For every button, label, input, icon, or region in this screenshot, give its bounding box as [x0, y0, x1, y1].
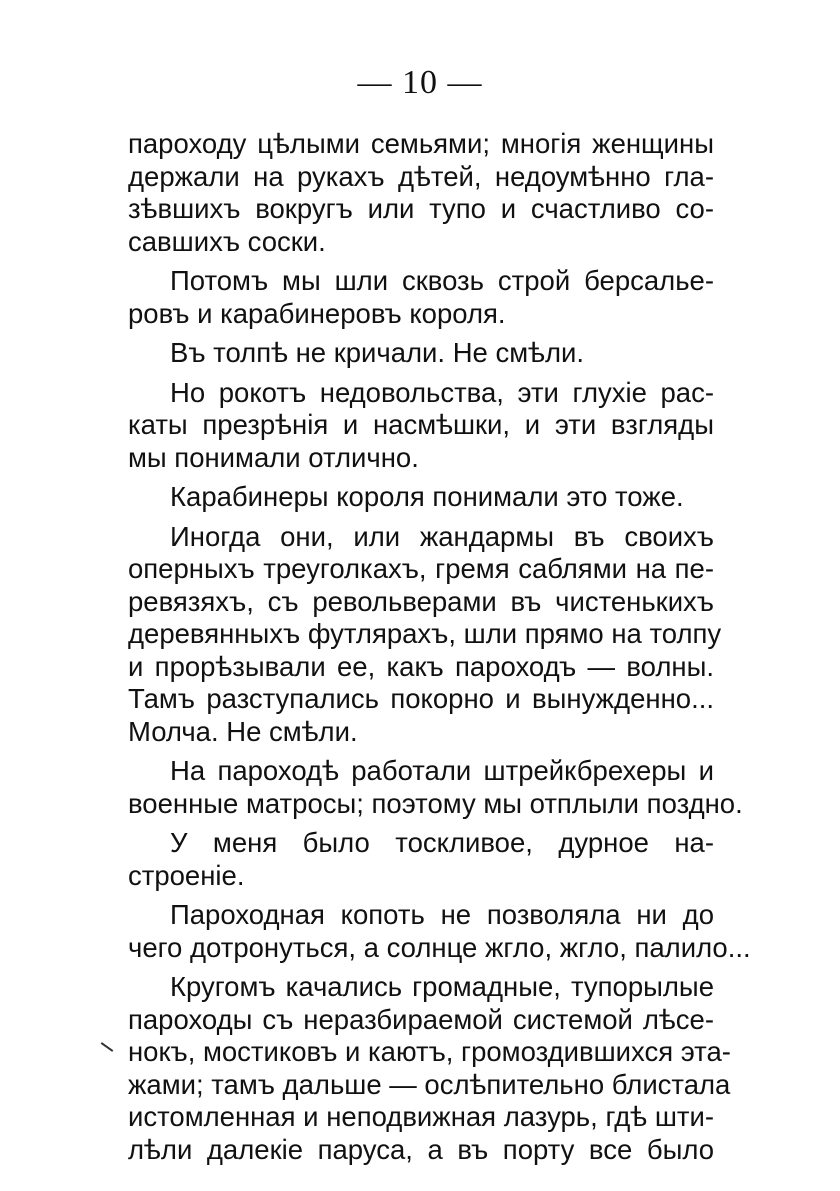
text-line: ревязяхъ, съ револьверами въ чистенькихъ	[128, 585, 714, 617]
paragraph	[128, 377, 714, 475]
text-line: оперныхъ треуголкахъ, гремя саблями на пе-	[128, 553, 714, 584]
text-line: савшихъ соски.	[128, 225, 326, 257]
paragraph	[128, 827, 714, 892]
paragraph	[128, 128, 714, 258]
text-line: каты презрѣнія и насмѣшки, и эти взгляды	[128, 409, 714, 440]
text-line: жами; тамъ дальше — ослѣпительно блистала	[128, 1068, 731, 1100]
text-line: Пароходная копоть не позволяла ни до	[170, 899, 714, 930]
text-line: Въ толпѣ не кричали. Не смѣли.	[170, 337, 585, 368]
text-line: нокъ, мостиковъ и каютъ, громоздившихся эта-	[128, 1036, 731, 1067]
text-line: чего дотронуться, а солнце жгло, жгло, палило...	[128, 931, 751, 963]
text-line: Молча. Не смѣли.	[128, 715, 358, 747]
text-line: У меня было тоскливое, дурное на-	[170, 827, 714, 858]
body-text	[128, 128, 751, 1173]
text-line: Потомъ мы шли сквозь строй берсалье-	[170, 265, 714, 296]
paragraph	[128, 481, 714, 514]
text-line: мы понимали отлично.	[128, 441, 419, 473]
text-line: строеніе.	[128, 859, 245, 891]
text-line: Иногда они, или жандармы въ своихъ	[170, 520, 714, 552]
text-line: Карабинеры короля понимали это тоже.	[170, 481, 684, 512]
paragraph	[128, 337, 714, 370]
paragraph	[128, 899, 751, 964]
page-number: — 10 —	[357, 64, 483, 101]
text-line: деревянныхъ футлярахъ, шли прямо на толпу	[128, 618, 722, 649]
text-line: истомленная и неподвижная лазурь, гдѣ шти-	[128, 1101, 714, 1132]
text-line: Но рокотъ недовольства, эти глухіе рас-	[170, 376, 714, 408]
text-line: держали на рукахъ дѣтей, недоумѣнно гла-	[128, 160, 714, 192]
paragraph	[128, 265, 714, 330]
text-line: ровъ и карабинеровъ короля.	[128, 297, 506, 329]
text-line: и прорѣзывали ее, какъ пароходъ — волны.	[128, 650, 714, 682]
paragraph	[128, 971, 731, 1166]
text-line: Кругомъ качались громадные, тупорылые	[170, 971, 714, 1002]
text-line: лѣли далекіе паруса, а въ порту все было	[128, 1133, 714, 1165]
paragraph	[128, 520, 722, 749]
text-line: зѣвшихъ вокругъ или тупо и счастливо со-	[128, 193, 714, 224]
text-line: Тамъ разступались покорно и вынужденно...	[128, 683, 714, 714]
text-line: военные матросы; поэтому мы отплыли поздно.	[128, 787, 743, 819]
text-line: пароходы съ неразбираемой системой лѣсе-	[128, 1003, 714, 1035]
margin-mark	[101, 1042, 114, 1052]
text-line: пароходу цѣлыми семьями; многія женщины	[128, 128, 714, 159]
paragraph	[128, 755, 743, 820]
text-line: На пароходѣ работали штрейкбрехеры и	[170, 755, 714, 786]
